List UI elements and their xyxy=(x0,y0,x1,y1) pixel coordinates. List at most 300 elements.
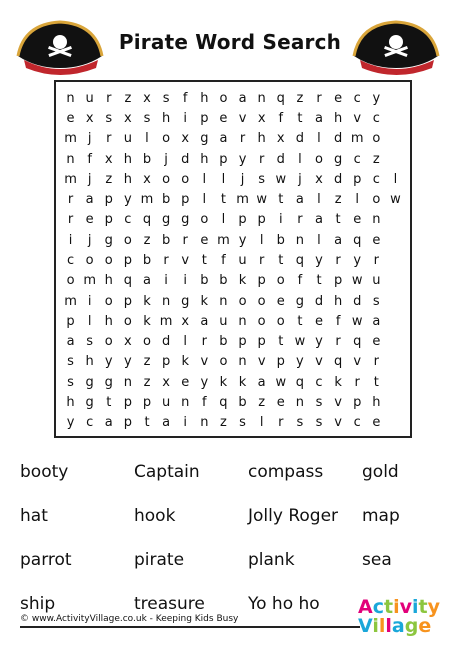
grid-letter xyxy=(386,291,405,311)
grid-letter xyxy=(386,311,405,331)
grid-letter: t xyxy=(373,374,379,390)
grid-letter: u xyxy=(238,252,247,268)
grid-letter: k xyxy=(219,374,228,390)
grid-letter: l xyxy=(355,192,360,208)
grid-letter: q xyxy=(353,232,362,248)
grid-letter: m xyxy=(236,192,249,208)
grid-letter: z xyxy=(143,232,151,248)
grid-letter: t xyxy=(297,313,303,329)
grid-letter: h xyxy=(123,151,132,167)
grid-letter: p xyxy=(181,192,190,208)
grid-letter: x xyxy=(257,110,266,126)
grid-letter: y xyxy=(124,354,132,370)
grid-letter: t xyxy=(278,252,284,268)
grid-letter: t xyxy=(297,110,303,126)
grid-letter: o xyxy=(104,252,113,268)
grid-letter: s xyxy=(105,110,113,126)
word-search-grid xyxy=(56,82,410,436)
grid-letter: m xyxy=(350,131,364,147)
grid-letter: p xyxy=(104,192,113,208)
grid-letter: c xyxy=(353,90,361,106)
grid-letter: c xyxy=(315,374,323,390)
grid-letter: l xyxy=(317,131,321,147)
grid-letter: x xyxy=(124,334,132,350)
grid-letter: o xyxy=(66,273,75,289)
grid-letter: w xyxy=(275,171,287,187)
grid-letter: j xyxy=(240,171,245,187)
grid-letter: m xyxy=(64,293,77,309)
grid-letter: z xyxy=(296,90,304,106)
grid-letter: p xyxy=(123,395,133,411)
word-list-item: treasure xyxy=(134,594,205,614)
word-list-item: plank xyxy=(248,550,295,570)
grid-letter: m xyxy=(217,232,230,248)
logo-line-1: Activity xyxy=(358,596,440,618)
grid-letter: z xyxy=(143,374,151,390)
grid-letter: t xyxy=(278,192,284,208)
grid-letter: z xyxy=(372,151,380,167)
logo-line-2: Village xyxy=(358,615,432,637)
grid-letter: r xyxy=(354,374,360,390)
grid-letter: o xyxy=(162,171,171,187)
grid-letter: g xyxy=(295,293,305,309)
grid-letter: r xyxy=(239,131,246,147)
grid-letter: b xyxy=(219,273,228,289)
grid-letter: r xyxy=(258,252,265,268)
grid-letter: o xyxy=(219,90,228,106)
grid-letter: c xyxy=(124,212,132,228)
grid-letter: h xyxy=(200,90,209,106)
grid-letter: r xyxy=(182,232,188,248)
grid-letter: g xyxy=(200,131,209,147)
grid-letter: o xyxy=(123,232,132,248)
grid-letter: l xyxy=(298,151,302,167)
grid-letter: u xyxy=(85,90,94,106)
grid-letter: b xyxy=(142,252,152,268)
grid-letter: l xyxy=(259,415,264,431)
grid-letter: x xyxy=(85,110,94,126)
grid-letter: i xyxy=(87,293,92,309)
grid-letter: h xyxy=(257,131,266,147)
grid-letter: h xyxy=(85,354,94,370)
grid-letter: i xyxy=(68,232,73,248)
grid-letter: c xyxy=(353,151,361,167)
grid-letter: k xyxy=(143,293,151,309)
grid-letter: w xyxy=(351,313,363,329)
grid-letter: q xyxy=(142,212,152,228)
grid-letter: r xyxy=(335,252,341,268)
grid-letter: l xyxy=(183,334,188,350)
grid-letter: p xyxy=(333,273,343,289)
grid-letter: f xyxy=(182,90,188,106)
grid-letter: g xyxy=(181,212,190,228)
grid-letter xyxy=(386,230,405,250)
grid-letter: r xyxy=(67,212,74,228)
grid-letter: p xyxy=(353,171,362,187)
grid-letter xyxy=(386,88,405,108)
grid-letter: y xyxy=(372,90,381,106)
grid-letter: o xyxy=(276,273,285,289)
grid-letter: p xyxy=(66,313,75,329)
grid-letter: d xyxy=(333,131,343,147)
grid-letter: e xyxy=(353,212,362,228)
grid-letter: b xyxy=(276,232,285,248)
grid-letter: i xyxy=(183,273,188,289)
grid-letter: a xyxy=(295,192,304,208)
grid-letter: w xyxy=(294,334,306,350)
grid-letter: p xyxy=(104,212,113,228)
grid-letter: o xyxy=(276,313,285,329)
grid-letter: u xyxy=(123,131,132,147)
grid-letter: b xyxy=(161,232,171,248)
word-list-item: parrot xyxy=(20,550,72,570)
grid-letter: r xyxy=(201,334,207,350)
grid-letter: e xyxy=(372,415,381,431)
word-list-item: booty xyxy=(20,462,69,482)
grid-letter: z xyxy=(220,415,227,431)
grid-letter: e xyxy=(66,110,75,126)
grid-letter: q xyxy=(219,395,228,411)
grid-letter: a xyxy=(334,232,343,248)
grid-letter: q xyxy=(353,334,362,350)
grid-letter: o xyxy=(181,171,190,187)
grid-letter: e xyxy=(334,90,343,106)
grid-letter: o xyxy=(162,131,171,147)
grid-letter: k xyxy=(238,374,247,390)
activity-village-logo[interactable] xyxy=(358,598,448,642)
grid-letter: s xyxy=(67,354,74,370)
grid-letter: j xyxy=(298,171,302,187)
grid-letter: p xyxy=(200,110,209,126)
grid-letter: a xyxy=(315,212,323,228)
grid-letter: g xyxy=(104,232,113,248)
grid-letter: e xyxy=(200,232,209,248)
grid-letter: c xyxy=(372,171,380,187)
grid-letter: v xyxy=(353,110,362,126)
grid-letter: u xyxy=(372,273,381,289)
grid-letter: r xyxy=(335,334,341,350)
grid-letter: e xyxy=(372,232,381,248)
grid-letter: a xyxy=(66,334,75,350)
grid-letter: z xyxy=(334,192,342,208)
grid-letter: h xyxy=(333,110,343,126)
grid-letter xyxy=(386,372,405,392)
grid-letter: r xyxy=(297,212,303,228)
grid-letter: s xyxy=(315,395,323,411)
grid-letter: z xyxy=(124,90,132,106)
grid-letter: r xyxy=(373,252,379,268)
grid-letter: m xyxy=(64,171,77,187)
grid-letter: q xyxy=(276,90,285,106)
grid-letter: l xyxy=(221,212,226,228)
grid-letter: n xyxy=(181,395,190,411)
grid-letter: p xyxy=(123,252,133,268)
grid-letter: e xyxy=(314,313,323,329)
grid-letter: q xyxy=(123,273,133,289)
grid-letter: k xyxy=(181,354,189,370)
word-list-item: map xyxy=(362,506,400,526)
word-list-item: Yo ho ho xyxy=(248,594,320,614)
grid-letter: p xyxy=(219,151,228,167)
grid-letter: r xyxy=(67,192,74,208)
grid-letter: w xyxy=(351,273,363,289)
grid-letter: p xyxy=(123,293,133,309)
grid-letter: a xyxy=(143,273,151,289)
grid-letter: l xyxy=(202,171,207,187)
grid-letter: r xyxy=(316,90,322,106)
grid-letter: r xyxy=(373,354,379,370)
grid-letter: r xyxy=(278,415,284,431)
grid-letter: a xyxy=(85,192,94,208)
grid-letter: q xyxy=(295,252,305,268)
grid-letter: s xyxy=(315,415,323,431)
grid-letter: s xyxy=(258,171,266,187)
grid-letter: v xyxy=(334,395,342,411)
grid-letter: o xyxy=(372,131,381,147)
grid-letter: j xyxy=(87,171,92,187)
grid-letter: x xyxy=(276,131,285,147)
grid-letter: o xyxy=(257,313,266,329)
grid-letter: l xyxy=(145,131,149,147)
grid-letter: u xyxy=(161,395,171,411)
grid-letter: n xyxy=(66,90,75,106)
grid-letter: v xyxy=(315,354,323,370)
grid-letter: n xyxy=(161,293,171,309)
grid-letter: i xyxy=(183,110,188,126)
grid-letter: v xyxy=(181,252,190,268)
grid-letter: p xyxy=(238,334,247,350)
grid-letter: d xyxy=(295,131,305,147)
grid-letter: o xyxy=(257,293,266,309)
grid-letter: j xyxy=(164,151,168,167)
grid-letter: a xyxy=(372,313,381,329)
grid-letter: d xyxy=(181,151,190,167)
grid-letter: f xyxy=(278,110,284,126)
grid-letter: c xyxy=(372,110,380,126)
grid-letter: h xyxy=(372,395,381,411)
grid-letter: m xyxy=(159,313,173,329)
grid-letter: o xyxy=(104,334,113,350)
grid-letter: c xyxy=(66,252,75,268)
word-list-item: Captain xyxy=(134,462,200,482)
grid-letter: e xyxy=(219,110,228,126)
grid-letter: d xyxy=(161,334,171,350)
grid-letter: t xyxy=(201,252,207,268)
grid-letter: a xyxy=(238,90,247,106)
grid-letter: n xyxy=(219,293,228,309)
grid-letter: n xyxy=(295,395,304,411)
grid-letter: d xyxy=(353,293,362,309)
grid-letter: o xyxy=(143,334,151,350)
grid-letter: v xyxy=(353,354,362,370)
grid-letter: e xyxy=(276,395,285,411)
footer-copyright: © www.ActivityVillage.co.uk - Keeping Kids Busy xyxy=(20,614,360,628)
grid-letter: r xyxy=(106,131,112,147)
word-list-item: sea xyxy=(362,550,392,570)
grid-letter: g xyxy=(161,212,171,228)
grid-letter: b xyxy=(161,192,171,208)
grid-letter: o xyxy=(238,293,247,309)
grid-letter: h xyxy=(104,273,113,289)
grid-letter: l xyxy=(259,232,264,248)
grid-letter: x xyxy=(315,171,323,187)
grid-letter: x xyxy=(162,374,170,390)
grid-letter: c xyxy=(353,415,361,431)
grid-letter: f xyxy=(221,252,226,268)
grid-letter: p xyxy=(142,395,152,411)
grid-letter: y xyxy=(66,415,75,431)
grid-letter: y xyxy=(353,252,362,268)
grid-letter: q xyxy=(333,354,343,370)
grid-letter xyxy=(386,332,405,352)
grid-letter: s xyxy=(239,415,246,431)
grid-letter: i xyxy=(278,212,283,228)
grid-letter xyxy=(386,271,405,291)
grid-letter: y xyxy=(238,232,247,248)
grid-letter: w xyxy=(275,374,287,390)
grid-letter: o xyxy=(85,252,94,268)
grid-letter: o xyxy=(104,293,113,309)
grid-letter: b xyxy=(219,334,228,350)
grid-letter xyxy=(386,413,405,433)
grid-letter: v xyxy=(200,354,209,370)
grid-letter: d xyxy=(333,171,343,187)
grid-letter: a xyxy=(257,374,266,390)
grid-letter: s xyxy=(67,374,74,390)
grid-letter: a xyxy=(219,131,228,147)
grid-letter: s xyxy=(86,334,94,350)
grid-letter: x xyxy=(143,171,151,187)
grid-letter: l xyxy=(87,313,92,329)
grid-letter: o xyxy=(372,192,381,208)
grid-letter: k xyxy=(143,313,151,329)
grid-letter: j xyxy=(87,232,92,248)
grid-letter: o xyxy=(123,313,132,329)
grid-letter: h xyxy=(123,171,132,187)
grid-letter: l xyxy=(202,192,207,208)
grid-letter: t xyxy=(106,395,112,411)
grid-letter: l xyxy=(393,171,398,187)
page-title: Pirate Word Search xyxy=(118,30,342,54)
word-list-item: gold xyxy=(362,462,399,482)
grid-letter: m xyxy=(83,273,96,289)
grid-letter: a xyxy=(104,415,113,431)
grid-letter: p xyxy=(257,212,266,228)
grid-letter xyxy=(386,108,405,128)
grid-letter: y xyxy=(124,192,132,208)
word-list-item: Jolly Roger xyxy=(248,506,339,526)
grid-letter: e xyxy=(85,212,94,228)
grid-letter: s xyxy=(143,110,151,126)
grid-letter: h xyxy=(333,293,343,309)
grid-letter: b xyxy=(200,273,209,289)
grid-letter: c xyxy=(86,415,94,431)
grid-letter: y xyxy=(238,151,247,167)
grid-letter: k xyxy=(334,374,342,390)
grid-letter: n xyxy=(257,90,266,106)
grid-letter: x xyxy=(104,151,113,167)
grid-letter: z xyxy=(143,354,151,370)
grid-letter: x xyxy=(181,313,190,329)
grid-letter: a xyxy=(200,313,209,329)
grid-letter: d xyxy=(314,293,324,309)
grid-letter: g xyxy=(85,395,94,411)
grid-letter: y xyxy=(104,354,113,370)
grid-letter: s xyxy=(162,90,170,106)
grid-letter: e xyxy=(181,374,190,390)
grid-letter: k xyxy=(238,273,247,289)
grid-letter: b xyxy=(238,395,247,411)
grid-letter: g xyxy=(333,151,343,167)
grid-letter: m xyxy=(64,131,77,147)
grid-letter: f xyxy=(297,273,303,289)
grid-letter xyxy=(386,250,405,270)
grid-letter: a xyxy=(162,415,171,431)
grid-letter: o xyxy=(200,212,209,228)
grid-letter xyxy=(386,149,405,169)
word-list-item: hook xyxy=(134,506,176,526)
grid-letter: e xyxy=(372,334,381,350)
grid-letter: n xyxy=(372,212,381,228)
grid-letter: h xyxy=(161,110,171,126)
grid-letter: f xyxy=(335,313,341,329)
grid-letter: v xyxy=(238,110,247,126)
grid-letter: v xyxy=(257,354,266,370)
grid-letter: g xyxy=(85,374,94,390)
grid-letter: l xyxy=(317,192,321,208)
grid-letter: h xyxy=(66,395,75,411)
grid-letter: l xyxy=(317,232,321,248)
grid-letter: p xyxy=(161,354,171,370)
grid-letter: r xyxy=(163,252,169,268)
word-search-grid-box xyxy=(54,80,412,438)
grid-letter: l xyxy=(221,171,226,187)
grid-letter: a xyxy=(315,110,323,126)
grid-letter: i xyxy=(164,273,168,289)
grid-letter: p xyxy=(238,212,247,228)
grid-letter: t xyxy=(335,212,341,228)
grid-letter: p xyxy=(123,415,133,431)
grid-letter: n xyxy=(66,151,75,167)
grid-letter: x xyxy=(124,110,132,126)
grid-letter: g xyxy=(181,293,190,309)
grid-letter: j xyxy=(87,131,92,147)
grid-letter: h xyxy=(104,313,113,329)
grid-letter xyxy=(386,392,405,412)
grid-letter: e xyxy=(276,293,285,309)
grid-letter: p xyxy=(276,354,285,370)
grid-letter: n xyxy=(238,313,247,329)
grid-letter: p xyxy=(257,273,266,289)
grid-letter xyxy=(386,129,405,149)
grid-letter: o xyxy=(219,354,228,370)
grid-letter: s xyxy=(296,415,304,431)
grid-letter: f xyxy=(87,151,92,167)
grid-letter: z xyxy=(258,395,266,411)
grid-letter: s xyxy=(372,293,380,309)
grid-letter: u xyxy=(219,313,228,329)
grid-letter: p xyxy=(257,334,266,350)
grid-letter: t xyxy=(278,334,284,350)
grid-letter: i xyxy=(183,415,188,431)
grid-letter: q xyxy=(295,374,305,390)
word-list-item: hat xyxy=(20,506,48,526)
grid-letter: n xyxy=(200,415,209,431)
grid-letter: y xyxy=(200,374,209,390)
grid-letter: b xyxy=(142,151,152,167)
grid-letter: n xyxy=(295,232,304,248)
grid-letter: r xyxy=(258,151,265,167)
